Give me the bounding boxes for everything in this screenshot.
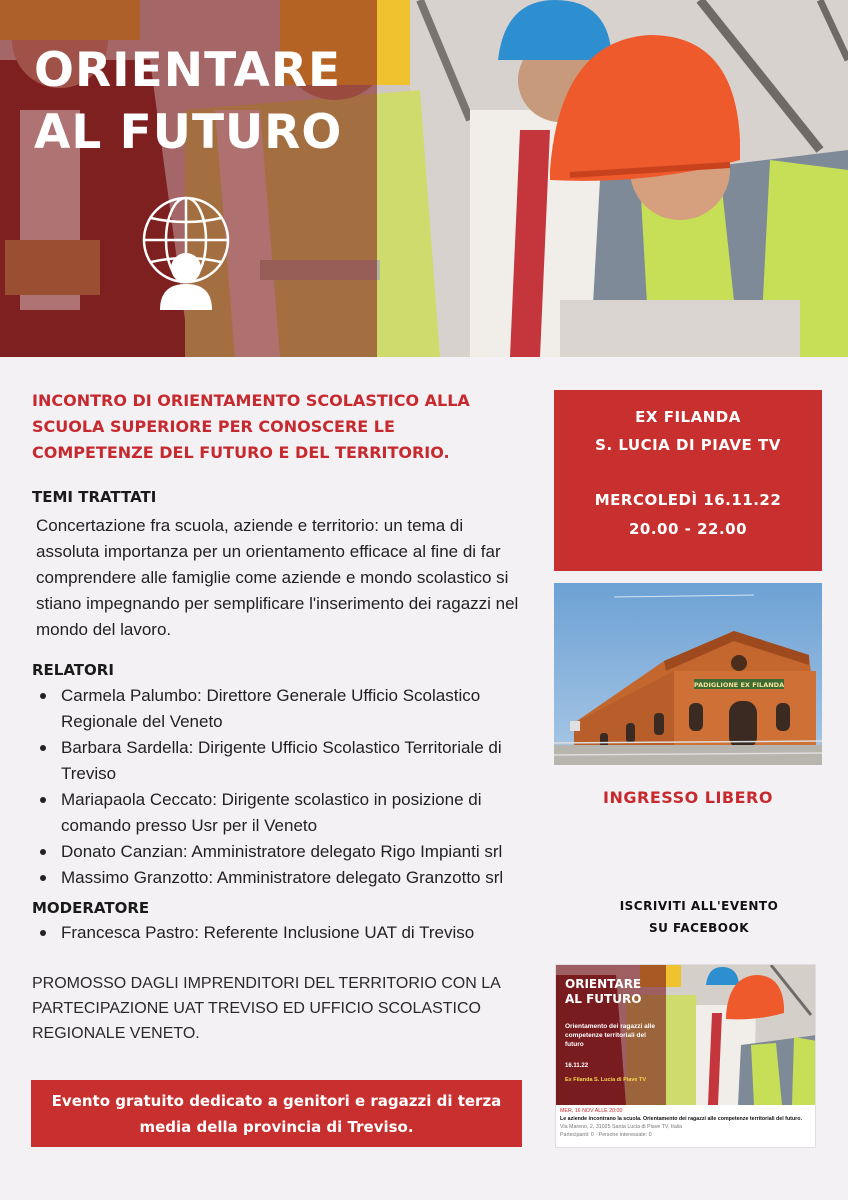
facebook-event-stats: Partecipanti: 0 · Persone interessate: 0 <box>560 1132 652 1138</box>
list-item: Francesca Pastro: Referente Inclusione UAT di Treviso <box>36 920 541 946</box>
moderator-list <box>36 920 541 946</box>
free-event-banner <box>31 1080 522 1147</box>
event-info-box <box>554 390 822 571</box>
facebook-event-meta <box>560 1107 814 1139</box>
hero-title-line1: ORIENTARE <box>34 43 342 98</box>
free-event-text: Evento gratuito dedicato a genitori e ragazzi di terza media della provincia di Treviso. <box>51 1091 502 1136</box>
building-sign: PADIGLIONE EX FILANDA <box>693 681 785 689</box>
facebook-card-subtitle: Orientamento dei ragazzi alle competenze territoriali del futuro <box>565 1023 655 1048</box>
facebook-event-datetime: MER, 16 NOV ALLE 20:00 <box>560 1108 623 1114</box>
list-item: Barbara Sardella: Dirigente Ufficio Scolastico Territoriale di Treviso <box>36 735 541 787</box>
venue-building-image <box>554 583 822 765</box>
promoter-text: PROMOSSO DAGLI IMPRENDITORI DEL TERRITORIO CON LA PARTECIPAZIONE UAT TREVISO ED UFFICIO SCOLASTICO REGIONALE VENETO. <box>32 975 500 1042</box>
list-item: Carmela Palumbo: Direttore Generale Ufficio Scolastico Regionale del Veneto <box>36 683 541 735</box>
topics-text: Concertazione fra scuola, aziende e territorio: un tema di assoluta importanza per un orientamento efficace al fine di far comprendere alle famiglie come aziende e mondo scolastico si stiano impegnando per semplificare l'inserimento dei ragazzi nel mondo del lavoro. <box>36 516 519 639</box>
facebook-event-address: Via Mareno, 2, 31025 Santa Lucia di Piave TV, Italia <box>560 1124 683 1130</box>
list-item: Mariapaola Ceccato: Dirigente scolastico in posizione di comando presso Usr per il Veneto <box>36 787 541 839</box>
venue-photo <box>554 583 822 765</box>
topics-title: TEMI TRATTATI <box>32 488 157 506</box>
venue-name: EX FILANDA <box>635 408 741 426</box>
facebook-card-title <box>565 977 641 1007</box>
facebook-card-date: 16.11.22 <box>565 1063 589 1069</box>
facebook-cta <box>584 895 814 939</box>
list-item: Donato Canzian: Amministratore delegato Rigo Impianti srl <box>36 839 541 865</box>
list-item: Massimo Granzotto: Amministratore delegato Granzotto srl <box>36 865 541 891</box>
speakers-title: RELATORI <box>32 661 114 679</box>
free-entry-label: INGRESSO LIBERO <box>603 788 773 807</box>
facebook-event-card[interactable] <box>555 964 816 1148</box>
hero-title <box>34 40 342 164</box>
globe-person-icon <box>138 196 234 310</box>
facebook-card-location: Ex Filanda S. Lucia di Piave TV <box>565 1077 646 1083</box>
facebook-cta-line1: ISCRIVITI ALL'EVENTO <box>619 899 779 913</box>
hero-title-line2: AL FUTURO <box>34 105 343 160</box>
facebook-cta-line2: SU FACEBOOK <box>648 921 750 935</box>
moderator-title: MODERATORE <box>32 899 150 917</box>
intro-headline: INCONTRO DI ORIENTAMENTO SCOLASTICO ALLA SCUOLA SUPERIORE PER CONOSCERE LE COMPETENZE DEL FUTURO E DEL TERRITORIO. <box>32 391 470 462</box>
facebook-event-title[interactable]: Le aziende incontrano la scuola. Orientamento dei ragazzi alle competenze territoriali del futuro. <box>560 1116 802 1122</box>
hero-banner <box>0 0 848 357</box>
event-time: 20.00 - 22.00 <box>628 520 748 538</box>
facebook-card-title-line2: AL FUTURO <box>565 992 642 1006</box>
venue-town: S. LUCIA DI PIAVE TV <box>595 436 781 454</box>
speakers-list <box>36 683 541 891</box>
facebook-event-image <box>556 965 816 1105</box>
event-date: MERCOLEDÌ 16.11.22 <box>594 491 782 509</box>
facebook-card-title-line1: ORIENTARE <box>565 977 642 991</box>
